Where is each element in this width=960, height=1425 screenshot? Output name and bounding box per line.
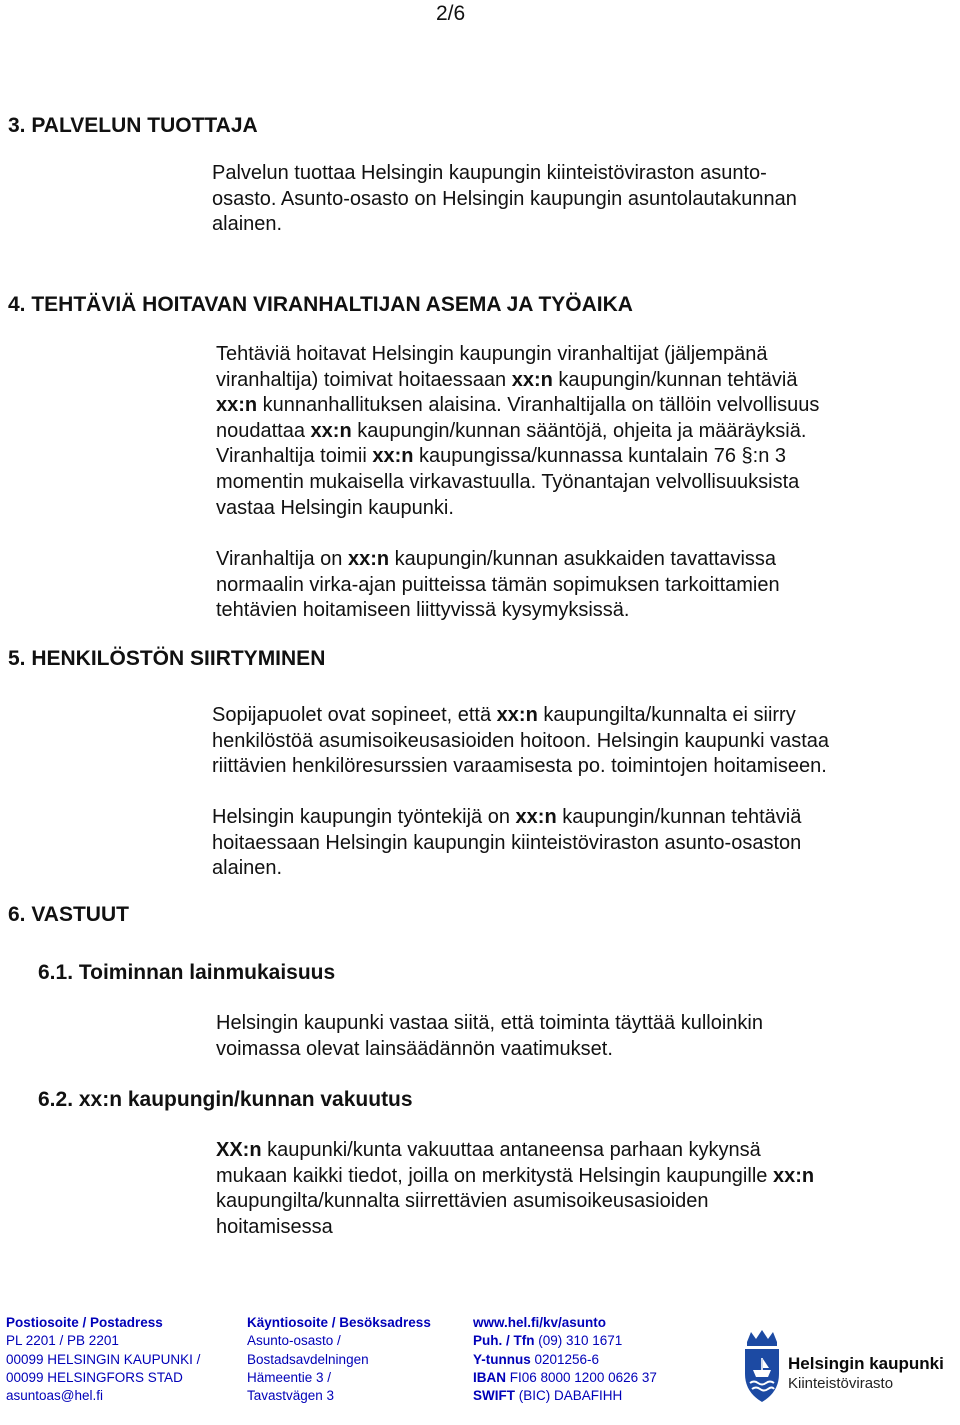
paragraph-line: xx:n kunnanhallituksen alaisina. Viranhaltijalla on tällöin velvollisuus (216, 394, 820, 417)
footer-email[interactable]: asuntoas@hel.fi (6, 1388, 104, 1404)
helsinki-logo (742, 1324, 960, 1414)
footer-line: Hämeentie 3 / (247, 1369, 332, 1385)
page-number: 2/6 (436, 2, 466, 25)
section-5-paragraph-1 (212, 703, 932, 780)
paragraph-line: Helsingin kaupungin työntekijä on xx:n kaupungin/kunnan tehtäviä (212, 806, 802, 828)
paragraph-line: Viranhaltija on xx:n kaupungin/kunnan asukkaiden tavattavissa (216, 548, 777, 570)
section-4-heading: 4. TEHTÄVIÄ HOITAVAN VIRANHALTIJAN ASEMA JA TYÖAIKA (8, 293, 633, 316)
footer-business-id: Y-tunnus 0201256-6 (473, 1351, 600, 1367)
paragraph-line: Sopijapuolet ovat sopineet, että xx:n kaupungilta/kunnalta ei siirry (212, 704, 796, 726)
paragraph-line: viranhaltija) toimivat hoitaessaan xx:n kaupungin/kunnan tehtäviä (216, 368, 798, 391)
section-3-body (212, 161, 912, 238)
paragraph-line: Helsingin kaupunki vastaa siitä, että toiminta täyttää kulloinkin (216, 1012, 763, 1034)
paragraph-line: normaalin virka-ajan puitteissa tämän sopimuksen tarkoittamien (216, 573, 780, 596)
section-3-line: alainen. (212, 213, 283, 236)
logo-subtitle: Kiinteistövirasto (788, 1375, 894, 1392)
footer-visiting-address (247, 1314, 431, 1405)
section-3-line: Palvelun tuottaa Helsingin kaupungin kiinteistöviraston asunto- (212, 162, 767, 184)
section-6-1-heading: 6.1. Toiminnan lainmukaisuus (38, 961, 336, 984)
section-6-heading: 6. VASTUUT (8, 903, 129, 926)
page-footer (0, 1314, 960, 1425)
paragraph-line: noudattaa xx:n kaupungin/kunnan sääntöjä, ohjeita ja määräyksiä. (216, 419, 807, 442)
paragraph-line: vastaa Helsingin kaupunki. (216, 496, 454, 519)
logo-title: Helsingin kaupunki (788, 1354, 944, 1373)
footer-postal-label: Postiosoite / Postadress (6, 1315, 163, 1330)
paragraph-line: alainen. (212, 857, 283, 880)
section-4-paragraph-1 (216, 342, 916, 521)
section-3-line: osasto. Asunto-osasto on Helsingin kaupungin asuntolautakunnan (212, 187, 797, 210)
paragraph-line: Viranhaltija toimii xx:n kaupungissa/kunnassa kuntalain 76 §:n 3 (216, 445, 786, 468)
paragraph-line: momentin mukaisella virkavastuulla. Työnantajan velvollisuuksista (216, 470, 800, 493)
paragraph-line: riittävien henkilöresurssien varaamisesta po. toimintojen hoitamiseen. (212, 755, 827, 778)
paragraph-line: kaupungilta/kunnalta siirrettävien asumisoikeusasioiden (216, 1190, 709, 1213)
footer-postal-address (6, 1314, 200, 1405)
paragraph-line: voimassa olevat lainsäädännön vaatimukset. (216, 1037, 613, 1060)
section-5-paragraph-2 (212, 805, 932, 882)
paragraph-line: XX:n kaupunki/kunta vakuuttaa antaneensa parhaan kykynsä (216, 1139, 761, 1161)
paragraph-line: hoitamisessa (216, 1215, 333, 1238)
footer-line: PL 2201 / PB 2201 (6, 1333, 119, 1349)
footer-line: Tavastvägen 3 (247, 1388, 335, 1404)
section-3-heading: 3. PALVELUN TUOTTAJA (8, 114, 258, 137)
footer-contact (473, 1314, 657, 1405)
section-6-2-body (216, 1138, 936, 1240)
section-5-heading: 5. HENKILÖSTÖN SIIRTYMINEN (8, 647, 326, 670)
footer-line: Bostadsavdelningen (247, 1351, 369, 1367)
footer-swift: SWIFT (BIC) DABAFIHH (473, 1388, 623, 1404)
helsinki-crest-icon (742, 1330, 782, 1404)
footer-line: Asunto-osasto / (247, 1333, 341, 1349)
footer-line: 00099 HELSINGIN KAUPUNKI / (6, 1351, 201, 1367)
section-6-1-body (216, 1011, 916, 1062)
logo-wordmark (788, 1354, 944, 1392)
footer-line: 00099 HELSINGFORS STAD (6, 1369, 183, 1385)
paragraph-line: tehtävien hoitamiseen liittyvissä kysymyksissä. (216, 599, 630, 622)
footer-website-link[interactable]: www.hel.fi/kv/asunto (473, 1315, 607, 1330)
paragraph-line: mukaan kaikki tiedot, joilla on merkitystä Helsingin kaupungille xx:n (216, 1164, 815, 1187)
section-6-2-heading: 6.2. xx:n kaupungin/kunnan vakuutus (38, 1088, 413, 1111)
section-4-paragraph-2 (216, 547, 916, 624)
paragraph-line: Tehtäviä hoitavat Helsingin kaupungin viranhaltijat (jäljempänä (216, 343, 768, 365)
footer-iban: IBAN FI06 8000 1200 0626 37 (473, 1369, 657, 1385)
paragraph-line: hoitaessaan Helsingin kaupungin kiinteistöviraston asunto-osaston (212, 831, 802, 854)
footer-visiting-label: Käyntiosoite / Besöksadress (247, 1315, 431, 1330)
paragraph-line: henkilöstöä asumisoikeusasioiden hoitoon. Helsingin kaupunki vastaa (212, 729, 830, 752)
footer-phone: Puh. / Tfn (09) 310 1671 (473, 1333, 623, 1349)
